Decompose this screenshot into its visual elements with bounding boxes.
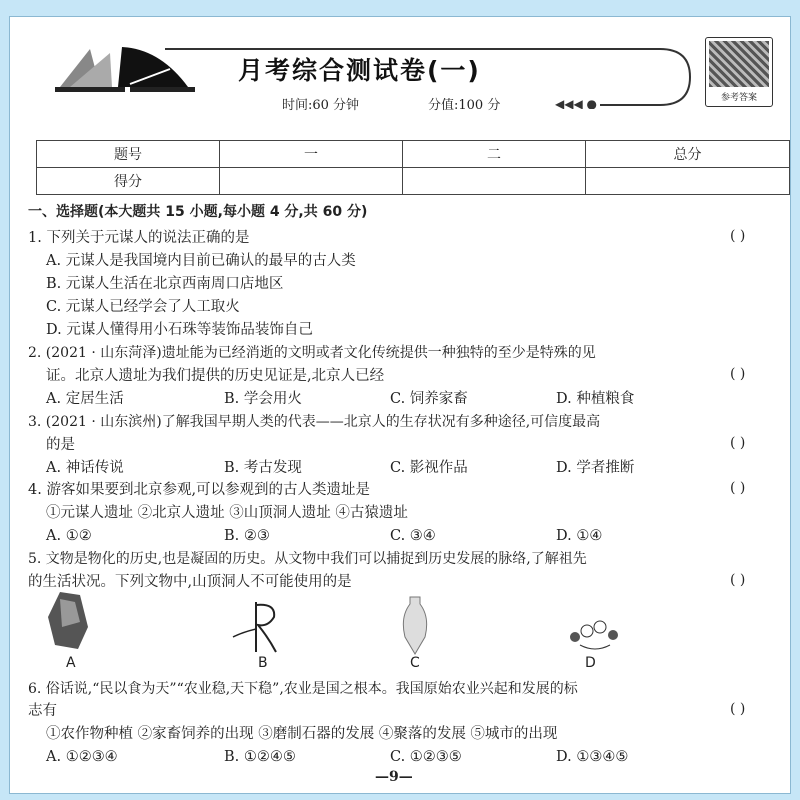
q2-option[interactable]: A. 定居生活 <box>46 391 124 407</box>
page-number: —9— <box>375 769 413 785</box>
q4-option[interactable]: B. ②③ <box>224 528 270 544</box>
q5-answer-blank[interactable]: ( ) <box>730 572 746 588</box>
q6-items: ①农作物种植 ②家畜饲养的出现 ③磨制石器的发展 ④聚落的发展 ⑤城市的出现 <box>46 726 558 742</box>
image-label-c: C <box>410 655 420 671</box>
q6-option[interactable]: A. ①②③④ <box>46 749 118 765</box>
score-cell[interactable] <box>403 168 586 195</box>
q2-stem-cont: 证。北京人遗址为我们提供的历史见证是,北京人已经 <box>46 368 385 384</box>
section-heading: 一、选择题(本大题共 15 小题,每小题 4 分,共 60 分) <box>28 204 368 220</box>
q4-option[interactable]: C. ③④ <box>390 528 436 544</box>
q3-stem-cont: 的是 <box>46 437 75 453</box>
pottery-jar-image <box>395 592 435 657</box>
q5-stem: 5. 文物是物化的历史,也是凝固的历史。从文物中我们可以捕捉到历史发展的脉络,了解祖先 <box>28 551 587 567</box>
exam-page <box>9 16 791 794</box>
q6-option[interactable]: D. ①③④⑤ <box>556 749 629 765</box>
image-label-b: B <box>258 655 268 671</box>
q2-option[interactable]: D. 种植粮食 <box>556 391 635 407</box>
q2-stem: 2. (2021 · 山东菏泽)遗址能为已经消逝的文明或者文化传统提供一种独特的至少是特殊的见 <box>28 345 596 361</box>
exam-title: 月考综合测试卷(一) <box>238 56 481 85</box>
q3-option[interactable]: D. 学者推断 <box>556 460 635 476</box>
qr-label: 参考答案 <box>720 93 757 103</box>
q2-option[interactable]: C. 饲养家畜 <box>390 391 468 407</box>
q1-answer-blank[interactable]: ( ) <box>730 228 746 244</box>
q1-option[interactable]: D. 元谋人懂得用小石珠等装饰品装饰自己 <box>46 322 313 338</box>
q4-items: ①元谋人遗址 ②北京人遗址 ③山顶洞人遗址 ④古猿遗址 <box>46 505 408 521</box>
q3-answer-blank[interactable]: ( ) <box>730 435 746 451</box>
q6-option[interactable]: C. ①②③⑤ <box>390 749 462 765</box>
q6-stem-cont: 志有 <box>28 703 57 719</box>
q1-option[interactable]: B. 元谋人生活在北京西南周口店地区 <box>46 276 284 292</box>
q6-stem: 6. 俗话说,“民以食为天”“农业稳,天下稳”,农业是国之根本。我国原始农业兴起和发展的标 <box>28 681 578 697</box>
q4-answer-blank[interactable]: ( ) <box>730 480 746 496</box>
q6-answer-blank[interactable]: ( ) <box>730 701 746 717</box>
q1-option[interactable]: A. 元谋人是我国境内目前已确认的最早的古人类 <box>46 253 356 269</box>
exam-time: 时间:60 分钟 <box>282 98 360 113</box>
stone-tool-image <box>40 587 100 652</box>
q2-answer-blank[interactable]: ( ) <box>730 366 746 382</box>
bone-needle-image <box>228 597 288 657</box>
image-label-d: D <box>585 655 596 671</box>
cell: 总分 <box>586 141 790 168</box>
q2-option[interactable]: B. 学会用火 <box>224 391 302 407</box>
q3-option[interactable]: B. 考古发现 <box>224 460 302 476</box>
cell: 二 <box>403 141 586 168</box>
q4-option[interactable]: A. ①② <box>46 528 92 544</box>
svg-text:◀◀◀ ●: ◀◀◀ ● <box>555 97 597 109</box>
q1-option[interactable]: C. 元谋人已经学会了人工取火 <box>46 299 240 315</box>
exam-score: 分值:100 分 <box>428 98 501 113</box>
q3-option[interactable]: A. 神话传说 <box>46 460 124 476</box>
image-label-a: A <box>66 655 76 671</box>
score-table <box>36 140 790 195</box>
q1-stem: 1. 下列关于元谋人的说法正确的是 <box>28 230 250 246</box>
q6-option[interactable]: B. ①②④⑤ <box>224 749 296 765</box>
q4-stem: 4. 游客如果要到北京参观,可以参观到的古人类遗址是 <box>28 482 371 498</box>
cell: 题号 <box>37 141 220 168</box>
score-cell[interactable] <box>220 168 403 195</box>
cell: 得分 <box>37 168 220 195</box>
score-cell[interactable] <box>586 168 790 195</box>
q4-option[interactable]: D. ①④ <box>556 528 603 544</box>
shell-necklace-image <box>565 617 625 657</box>
cell: 一 <box>220 141 403 168</box>
q5-stem-cont: 的生活状况。下列文物中,山顶洞人不可能使用的是 <box>28 574 352 590</box>
qr-code[interactable] <box>705 37 773 107</box>
q3-option[interactable]: C. 影视作品 <box>390 460 468 476</box>
q3-stem: 3. (2021 · 山东滨州)了解我国早期人类的代表——北京人的生存状况有多种途径,可信度最高 <box>28 414 601 430</box>
qr-image <box>709 41 769 87</box>
